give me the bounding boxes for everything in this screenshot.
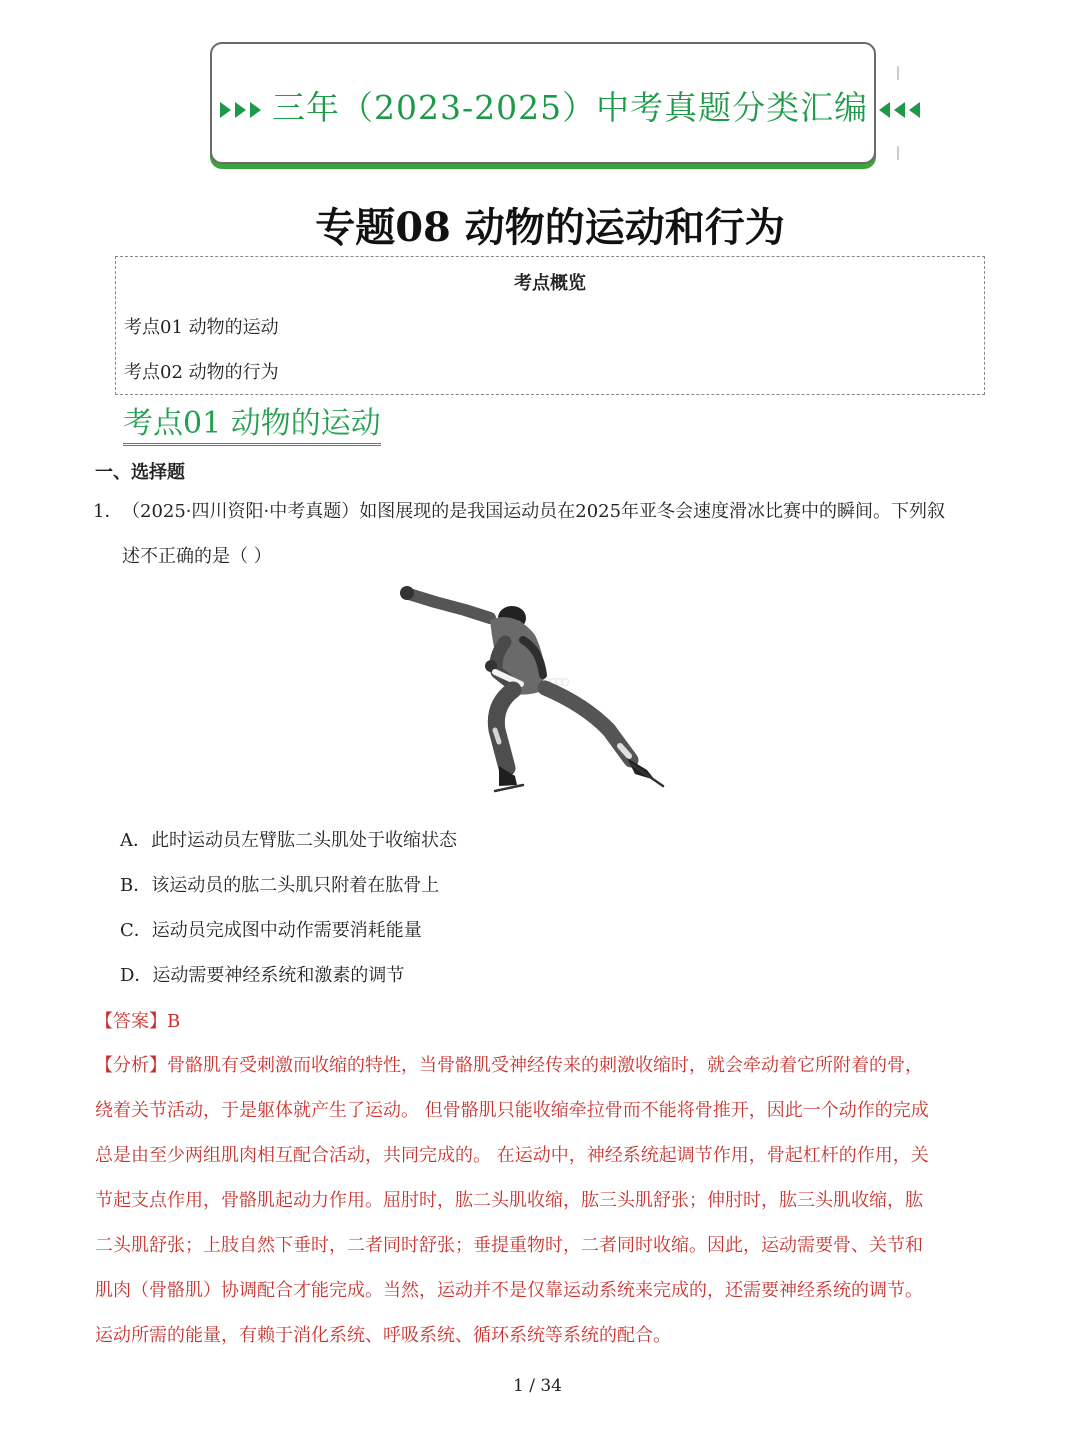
section-subheading: 一、选择题 xyxy=(95,462,185,483)
analysis-line: 二头肌舒张；上肢自然下垂时，二者同时舒张；垂提重物时，二者同时收缩。因此，运动需要骨、关节和 xyxy=(95,1235,923,1256)
banner-title-row xyxy=(212,82,874,129)
overview-item: 考点01 动物的运动 xyxy=(124,317,279,338)
analysis-line: 绕着关节活动，于是躯体就产生了运动。 但骨骼肌只能收缩牵拉骨而不能将骨推开，因此一个动作的完成 xyxy=(95,1100,929,1121)
triple-arrow-right-icon xyxy=(220,100,264,120)
overview-box xyxy=(115,256,985,395)
overview-heading: 考点概览 xyxy=(514,273,586,294)
overview-item: 考点02 动物的行为 xyxy=(124,362,279,383)
corner-mark xyxy=(897,66,899,80)
banner-title: 三年（2023-2025）中考真题分类汇编 xyxy=(272,88,869,127)
speed-skater-photo xyxy=(395,580,675,805)
answer-label: 【答案】B xyxy=(95,1011,181,1032)
question-text-line: 述不正确的是（ ） xyxy=(122,546,272,567)
analysis-line: 节起支点作用，骨骼肌起动力作用。屈肘时，肱二头肌收缩，肱三头肌舒张；伸肘时，肱三头肌收缩，肱 xyxy=(95,1190,923,1211)
question-text-line: （2025·四川资阳·中考真题）如图展现的是我国运动员在2025年亚冬会速度滑冰比赛中的瞬间。下列叙 xyxy=(122,501,946,522)
header-banner xyxy=(210,42,876,164)
option-c: C．运动员完成图中动作需要消耗能量 xyxy=(120,920,422,941)
option-b: B．该运动员的肱二头肌只附着在肱骨上 xyxy=(120,875,440,896)
corner-mark xyxy=(897,146,899,160)
analysis-line: 肌肉（骨骼肌）协调配合才能完成。当然，运动并不是仅靠运动系统来完成的，还需要神经系统的调节。 xyxy=(95,1280,923,1301)
section-heading: 考点01 动物的运动 xyxy=(123,406,381,446)
option-d: D．运动需要神经系统和激素的调节 xyxy=(120,965,405,986)
option-a: A．此时运动员左臂肱二头肌处于收缩状态 xyxy=(120,830,457,851)
question-number: 1． xyxy=(93,501,123,522)
analysis-line: 运动所需的能量，有赖于消化系统、呼吸系统、循环系统等系统的配合。 xyxy=(95,1325,671,1346)
page-indicator: 1 / 34 xyxy=(513,1376,562,1396)
analysis-line: 【分析】骨骼肌有受刺激而收缩的特性，当骨骼肌受神经传来的刺激收缩时，就会牵动着它所附着的骨， xyxy=(95,1055,923,1076)
analysis-line: 总是由至少两组肌肉相互配合活动，共同完成的。 在运动中，神经系统起调节作用，骨起杠杆的作用，关 xyxy=(95,1145,929,1166)
triple-arrow-left-icon xyxy=(876,100,920,120)
document-title: 专题08 动物的运动和行为 xyxy=(315,204,785,251)
